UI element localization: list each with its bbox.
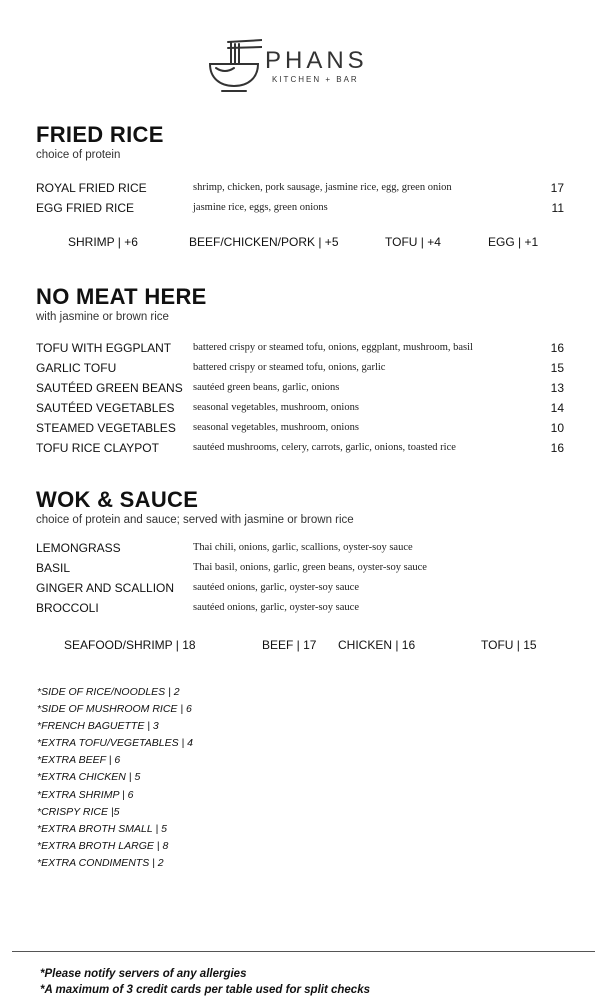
menu-item bbox=[36, 201, 566, 221]
extra-item: *SIDE OF RICE/NOODLES | 2 bbox=[37, 686, 180, 698]
item-name: GARLIC TOFU bbox=[36, 361, 117, 375]
protein-option: SHRIMP | +6 bbox=[68, 235, 138, 249]
extra-item: *SIDE OF MUSHROOM RICE | 6 bbox=[37, 703, 192, 716]
protein-price-option: CHICKEN | 16 bbox=[338, 638, 416, 652]
extra-item: *EXTRA BROTH SMALL | 5 bbox=[37, 822, 167, 835]
brand-logo bbox=[206, 34, 386, 98]
extra-item: *EXTRA CONDIMENTS | 2 bbox=[37, 856, 164, 869]
item-price: 13 bbox=[550, 381, 564, 395]
allergy-note: *Please notify servers of any allergies bbox=[40, 968, 247, 980]
noodle-bowl-icon bbox=[206, 34, 262, 94]
item-description: sautéed onions, garlic, oyster-soy sauce bbox=[193, 582, 359, 593]
menu-item bbox=[36, 361, 566, 381]
menu-item bbox=[36, 601, 566, 621]
item-price: 15 bbox=[550, 361, 564, 375]
item-description: jasmine rice, eggs, green onions bbox=[193, 202, 328, 213]
item-description: sautéed onions, garlic, oyster-soy sauce bbox=[193, 602, 359, 613]
item-description: battered crispy or steamed tofu, onions, eggplant, mushroom, basil bbox=[193, 342, 473, 353]
item-name: TOFU RICE CLAYPOT bbox=[36, 441, 159, 455]
item-price: 16 bbox=[550, 341, 564, 355]
item-description: sautéed mushrooms, celery, carrots, garlic, onions, toasted rice bbox=[193, 442, 456, 453]
item-name: GINGER AND SCALLION bbox=[36, 581, 175, 595]
item-name: ROYAL FRIED RICE bbox=[36, 181, 147, 195]
item-name: SAUTÉED VEGETABLES bbox=[36, 401, 175, 415]
fried-rice-title: FRIED RICE bbox=[36, 122, 164, 147]
extra-item: *CRISPY RICE |5 bbox=[37, 805, 120, 818]
extra-item: *EXTRA BROTH LARGE | 8 bbox=[37, 839, 169, 852]
fried-rice-subtitle: choice of protein bbox=[36, 149, 121, 161]
menu-item bbox=[36, 561, 566, 581]
menu-item bbox=[36, 341, 566, 361]
item-name: BROCCOLI bbox=[36, 601, 99, 615]
item-price: 11 bbox=[551, 201, 564, 215]
extra-item: *EXTRA TOFU/VEGETABLES | 4 bbox=[37, 737, 193, 750]
item-name: SAUTÉED GREEN BEANS bbox=[36, 381, 183, 395]
extra-item: *EXTRA SHRIMP | 6 bbox=[37, 788, 134, 801]
protein-price-option: BEEF | 17 bbox=[262, 638, 317, 652]
no-meat-subtitle: with jasmine or brown rice bbox=[36, 311, 169, 323]
menu-item bbox=[36, 381, 566, 401]
item-price: 16 bbox=[550, 441, 564, 455]
protein-price-option: TOFU | 15 bbox=[481, 638, 537, 652]
item-price: 10 bbox=[550, 421, 564, 435]
item-description: Thai basil, onions, garlic, green beans, oyster-soy sauce bbox=[193, 562, 427, 573]
menu-item bbox=[36, 581, 566, 601]
protein-option: TOFU | +4 bbox=[385, 235, 441, 249]
wok-sauce-title: WOK & SAUCE bbox=[36, 487, 199, 512]
split-check-note: *A maximum of 3 credit cards per table used for split checks bbox=[40, 984, 370, 996]
protein-option: EGG | +1 bbox=[488, 235, 539, 249]
item-description: shrimp, chicken, pork sausage, jasmine rice, egg, green onion bbox=[193, 182, 452, 193]
item-description: seasonal vegetables, mushroom, onions bbox=[193, 402, 359, 413]
extra-item: *FRENCH BAGUETTE | 3 bbox=[37, 720, 159, 733]
item-name: LEMONGRASS bbox=[36, 541, 121, 555]
item-description: Thai chili, onions, garlic, scallions, oyster-soy sauce bbox=[193, 542, 413, 553]
protein-option: BEEF/CHICKEN/PORK | +5 bbox=[189, 235, 339, 249]
footer-divider bbox=[12, 951, 595, 952]
wok-sauce-subtitle: choice of protein and sauce; served with jasmine or brown rice bbox=[36, 514, 354, 526]
menu-item bbox=[36, 441, 566, 461]
no-meat-title: NO MEAT HERE bbox=[36, 284, 207, 309]
item-description: sautéed green beans, garlic, onions bbox=[193, 382, 340, 393]
item-name: STEAMED VEGETABLES bbox=[36, 421, 176, 435]
brand-name: PHANS bbox=[265, 47, 368, 74]
item-price: 17 bbox=[550, 181, 564, 195]
brand-tagline: KITCHEN + BAR bbox=[272, 75, 359, 84]
item-name: BASIL bbox=[36, 561, 71, 575]
item-name: EGG FRIED RICE bbox=[36, 201, 135, 215]
extra-item: *EXTRA CHICKEN | 5 bbox=[37, 771, 141, 784]
item-description: battered crispy or steamed tofu, onions, garlic bbox=[193, 362, 386, 373]
menu-item bbox=[36, 421, 566, 441]
protein-price-option: SEAFOOD/SHRIMP | 18 bbox=[64, 638, 196, 652]
menu-item bbox=[36, 181, 566, 201]
item-description: seasonal vegetables, mushroom, onions bbox=[193, 422, 359, 433]
extra-item: *EXTRA BEEF | 6 bbox=[37, 754, 121, 767]
menu-item bbox=[36, 401, 566, 421]
extras-list bbox=[37, 684, 193, 872]
menu-item bbox=[36, 541, 566, 561]
item-price: 14 bbox=[550, 401, 564, 415]
item-name: TOFU WITH EGGPLANT bbox=[36, 341, 172, 355]
